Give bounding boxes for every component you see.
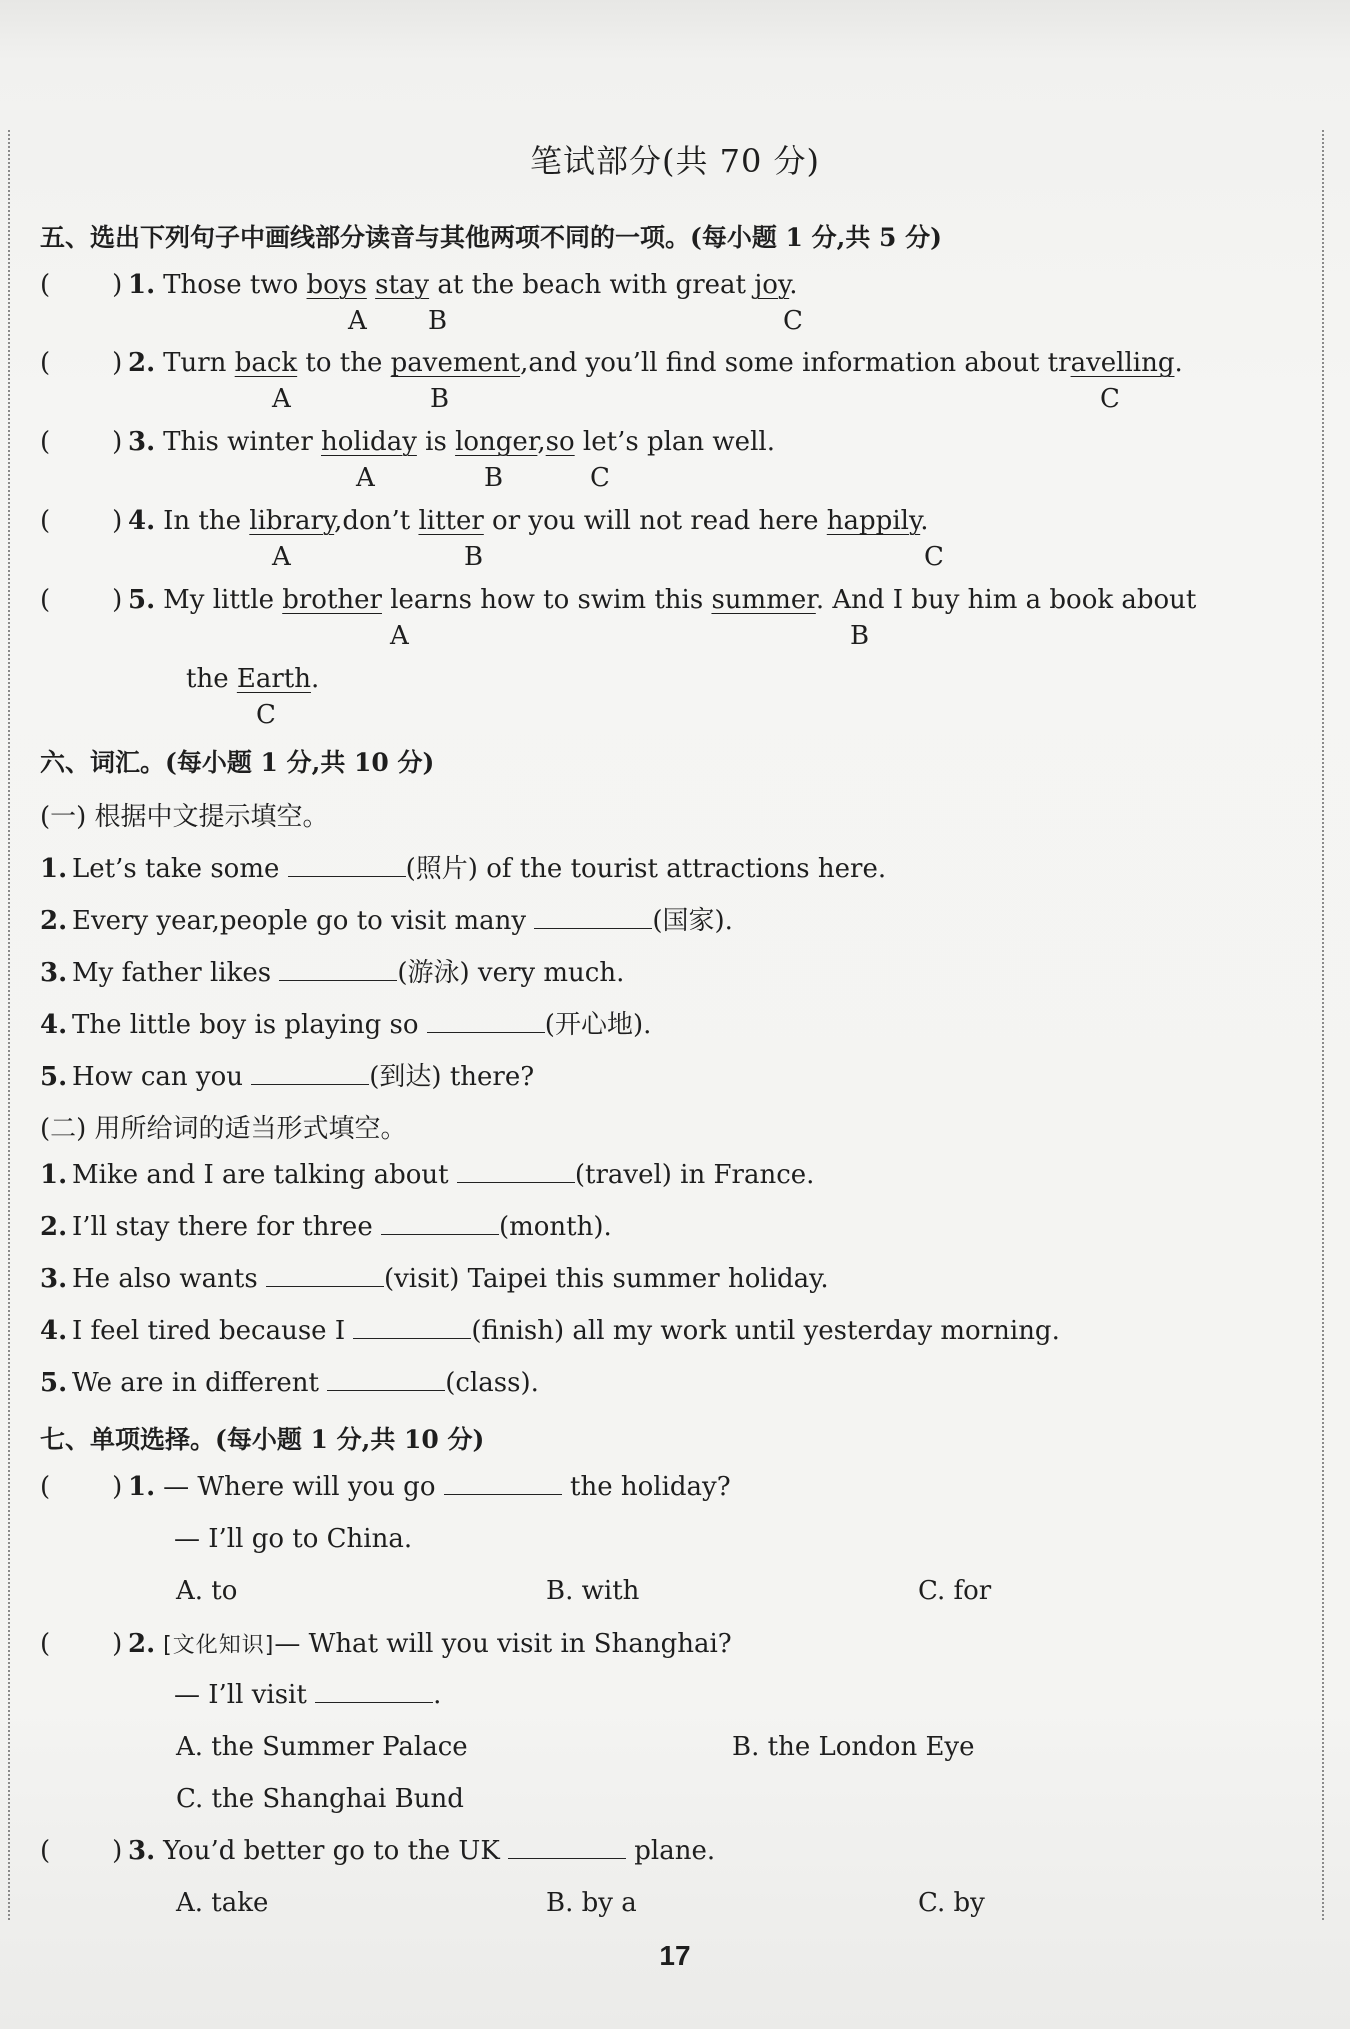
section6-heading: 六、词汇。(每小题 1 分,共 10 分) (40, 748, 435, 777)
question-number: 1. (128, 270, 156, 300)
s6-p1-q1: 1. Let’s take some (照片) of the tourist attractions here. (40, 854, 887, 884)
question-number: 5. (128, 585, 156, 615)
section5-heading: 五、选出下列句子中画线部分读音与其他两项不同的一项。(每小题 1 分,共 5 分) (40, 223, 942, 252)
answer-blank[interactable] (534, 906, 652, 929)
label-b: B (484, 463, 504, 493)
answer-blank[interactable] (327, 1368, 445, 1391)
s5-q3: ( ) 3. This winter holiday is longer,so let’s plan well. (40, 427, 775, 457)
answer-paren[interactable]: ( ) (40, 506, 123, 536)
answer-paren[interactable]: ( ) (40, 1472, 123, 1502)
right-cut-line (1322, 130, 1324, 1920)
s5-q5-continued: the Earth. (186, 664, 320, 694)
answer-blank[interactable] (279, 958, 397, 981)
s6-p2-q5: 5. We are in different (class). (40, 1368, 539, 1398)
s5-q4: ( ) 4. In the library,don’t litter or you will not read here happily. (40, 506, 929, 536)
label-c: C (924, 542, 944, 572)
question-number: 2. (128, 348, 156, 378)
answer-blank[interactable] (315, 1680, 433, 1703)
s6-p1-q4: 4. The little boy is playing so (开心地). (40, 1010, 652, 1040)
s7-q2: ( ) 2. [文化知识]— What will you visit in Shanghai? (40, 1629, 732, 1659)
section7-heading: 七、单项选择。(每小题 1 分,共 10 分) (40, 1425, 485, 1454)
answer-blank[interactable] (266, 1264, 384, 1287)
s6-sub2: (二) 用所给词的适当形式填空。 (40, 1114, 407, 1144)
culture-knowledge-tag: [文化知识] (163, 1633, 275, 1658)
option-c[interactable]: C. the Shanghai Bund (176, 1784, 464, 1814)
s7-q1-answer: — I’ll go to China. (174, 1524, 413, 1554)
underlined-c: happily (826, 506, 921, 536)
answer-paren[interactable]: ( ) (40, 1629, 123, 1659)
label-c: C (783, 306, 803, 336)
label-a: A (348, 306, 367, 336)
underlined-c: Earth (236, 664, 311, 694)
label-b: B (428, 306, 448, 336)
label-b: B (464, 542, 484, 572)
s6-p2-q2: 2. I’ll stay there for three (month). (40, 1212, 612, 1242)
underlined-a: library (249, 506, 335, 536)
s5-q1: ( ) 1. Those two boys stay at the beach with great joy. (40, 270, 798, 300)
option-b[interactable]: B. with (546, 1576, 640, 1606)
answer-blank[interactable] (353, 1316, 471, 1339)
question-number: 4. (128, 506, 156, 536)
s5-q5: ( ) 5. My little brother learns how to swim this summer. And I buy him a book about (40, 585, 1197, 615)
s6-p2-q3: 3. He also wants (visit) Taipei this summer holiday. (40, 1264, 829, 1294)
s6-p2-q4: 4. I feel tired because I (finish) all my work until yesterday morning. (40, 1316, 1060, 1346)
answer-paren[interactable]: ( ) (40, 348, 123, 378)
answer-blank[interactable] (457, 1160, 575, 1183)
answer-blank[interactable] (508, 1836, 626, 1859)
label-a: A (272, 384, 291, 414)
answer-blank[interactable] (288, 854, 406, 877)
label-a: A (356, 463, 375, 493)
label-a: A (272, 542, 291, 572)
answer-paren[interactable]: ( ) (40, 1836, 123, 1866)
label-b: B (430, 384, 450, 414)
left-cut-line (8, 130, 10, 1920)
option-a[interactable]: A. the Summer Palace (176, 1732, 468, 1762)
underlined-a: boys (306, 270, 367, 300)
s7-q2-answer: — I’ll visit . (174, 1680, 442, 1710)
page-number: 17 (659, 1940, 691, 1971)
label-c: C (590, 463, 610, 493)
s6-sub1: (一) 根据中文提示填空。 (40, 802, 329, 832)
s6-p1-q3: 3. My father likes (游泳) very much. (40, 958, 625, 988)
answer-paren[interactable]: ( ) (40, 427, 123, 457)
answer-blank[interactable] (251, 1062, 369, 1085)
s6-p1-q2: 2. Every year,people go to visit many (国家). (40, 906, 733, 936)
s7-q3: ( ) 3. You’d better go to the UK plane. (40, 1836, 716, 1866)
answer-blank[interactable] (427, 1010, 545, 1033)
underlined-c: joy (754, 270, 790, 300)
answer-paren[interactable]: ( ) (40, 585, 123, 615)
s5-q2: ( ) 2. Turn back to the pavement,and you’ll find some information about travelling. (40, 348, 1183, 378)
underlined-c: avelling (1070, 348, 1175, 378)
option-b[interactable]: B. by a (546, 1888, 637, 1918)
label-a: A (390, 621, 409, 651)
underlined-b: stay (375, 270, 430, 300)
s7-q1: ( ) 1. — Where will you go the holiday? (40, 1472, 731, 1502)
underlined-b: summer (711, 585, 816, 615)
answer-blank[interactable] (381, 1212, 499, 1235)
label-c: C (1100, 384, 1120, 414)
question-number: 3. (128, 427, 156, 457)
underlined-a: holiday (321, 427, 417, 457)
option-c[interactable]: C. for (918, 1576, 992, 1606)
answer-paren[interactable]: ( ) (40, 270, 123, 300)
s6-p2-q1: 1. Mike and I are talking about (travel) in France. (40, 1160, 815, 1190)
underlined-a: brother (282, 585, 382, 615)
option-c[interactable]: C. by (918, 1888, 985, 1918)
underlined-a: back (234, 348, 298, 378)
answer-blank[interactable] (444, 1472, 562, 1495)
option-a[interactable]: A. to (176, 1576, 238, 1606)
label-b: B (850, 621, 870, 651)
underlined-c: so (545, 427, 575, 457)
option-b[interactable]: B. the London Eye (732, 1732, 975, 1762)
option-a[interactable]: A. take (176, 1888, 269, 1918)
page-title: 笔试部分(共 70 分) (529, 142, 821, 180)
label-c: C (256, 700, 276, 730)
s6-p1-q5: 5. How can you (到达) there? (40, 1062, 535, 1092)
underlined-b: longer (455, 427, 538, 457)
underlined-b: pavement (390, 348, 521, 378)
underlined-b: litter (418, 506, 484, 536)
